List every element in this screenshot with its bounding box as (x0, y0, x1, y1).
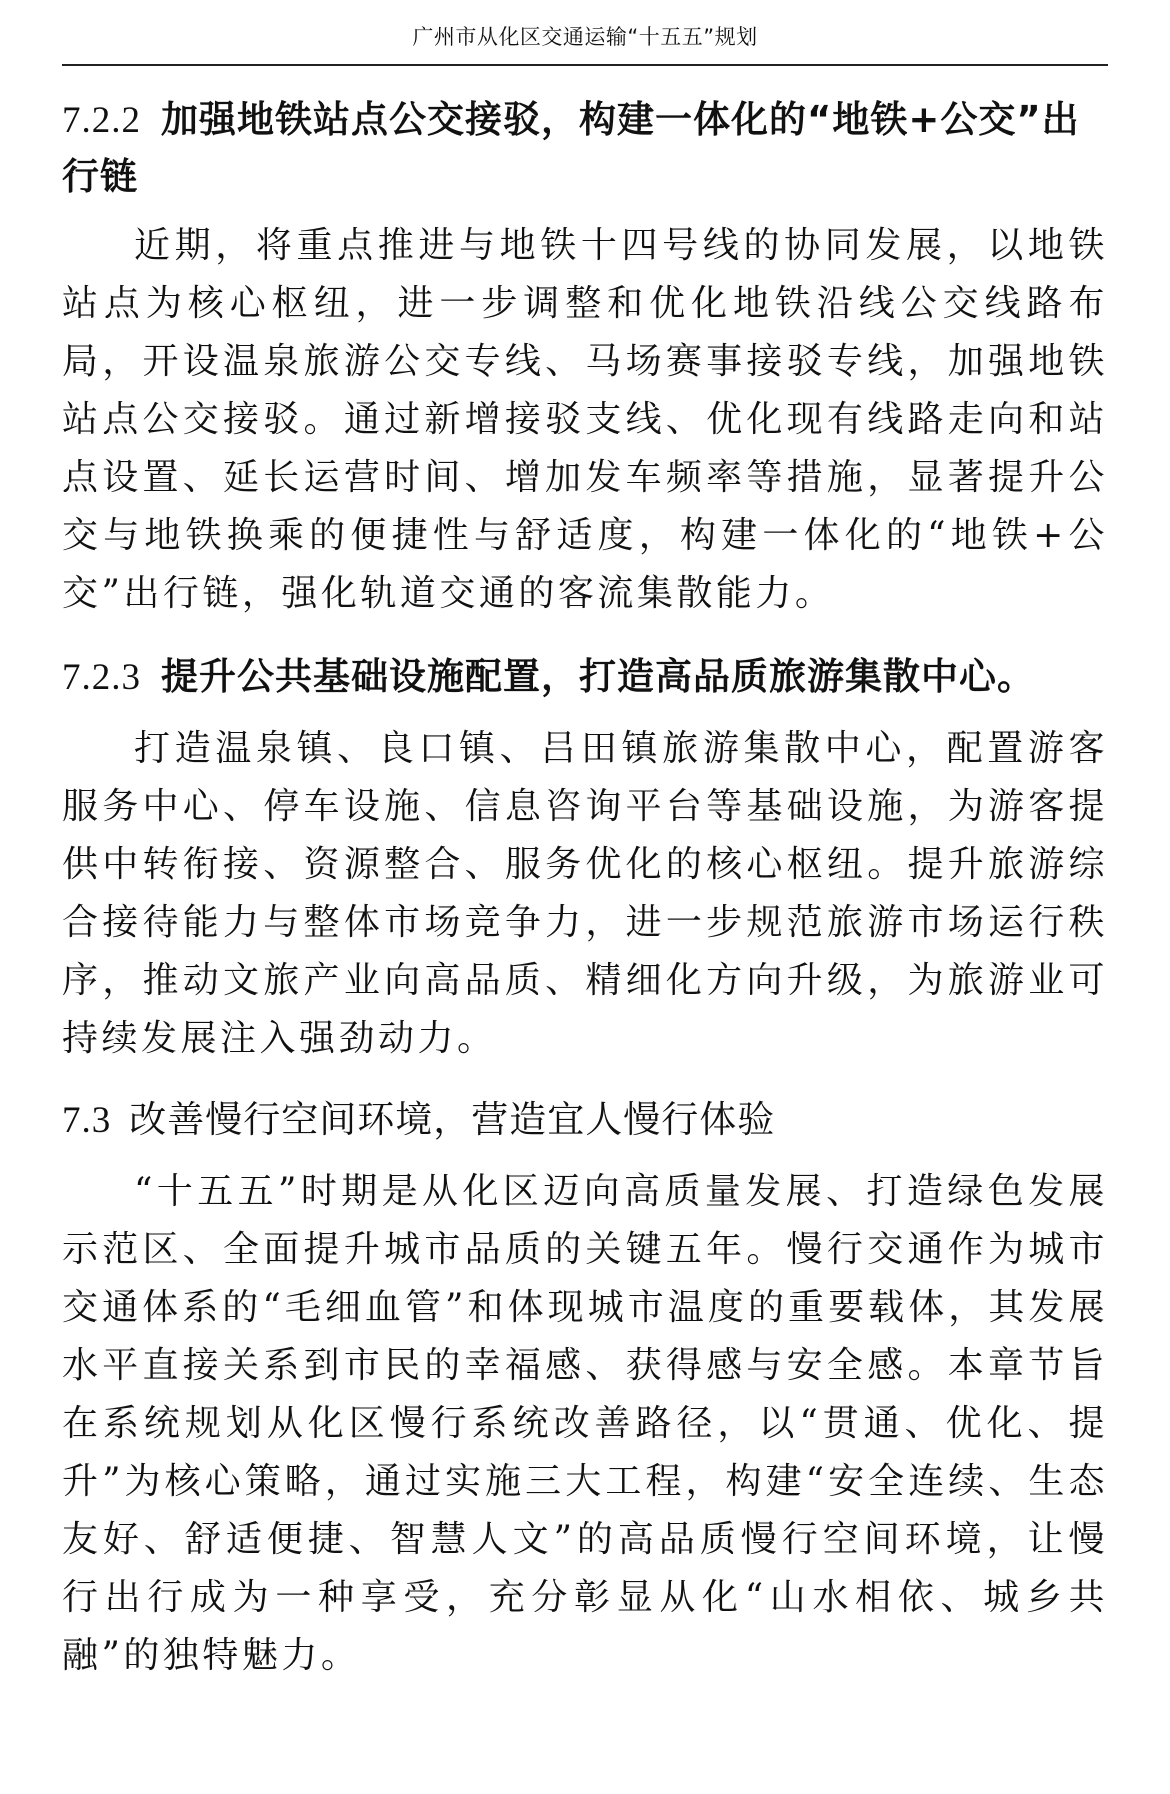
section-paragraph: 打造温泉镇、良口镇、吕田镇旅游集散中心，配置游客服务中心、停车设施、信息咨询平台等基础设施，为游客提供中转衔接、资源整合、服务优化的核心枢纽。提升旅游综合接待能力与整体市场竞争力，进一步规范旅游市场运行秩序，推动文旅产业向高品质、精细化方向升级，为旅游业可持续发展注入强劲动力。 (62, 728, 1108, 1059)
section-title: 加强地铁站点公交接驳，构建一体化的“地铁+公交”出行链 (62, 98, 1080, 198)
section-title: 提升公共基础设施配置，打造高品质旅游集散中心。 (161, 655, 1035, 698)
section-number: 7.2.3 (62, 657, 141, 698)
section-paragraph: “十五五”时期是从化区迈向高质量发展、打造绿色发展示范区、全面提升城市品质的关键五年。慢行交通作为城市交通体系的“毛细血管”和体现城市温度的重要载体，其发展水平直接关系到市民的幸福感、获得感与安全感。本章节旨在系统规划从化区慢行系统改善路径，以“贯通、优化、提升”为核心策略，通过实施三大工程，构建“安全连续、生态友好、舒适便捷、智慧人文”的高品质慢行空间环境，让慢行出行成为一种享受，充分彰显从化“山水相依、城乡共融”的独特魅力。 (62, 1171, 1108, 1676)
section-number: 7.3 (62, 1100, 112, 1141)
section-title: 改善慢行空间环境，营造宜人慢行体验 (129, 1098, 776, 1141)
header-rule (62, 64, 1108, 66)
section-heading-7-2-3 (62, 649, 1108, 706)
section-number: 7.2.2 (62, 100, 141, 141)
running-header: 广州市从化区交通运输“十五五”规划 (412, 25, 758, 49)
section-heading-7-2-2 (62, 92, 1108, 205)
page-content (62, 92, 1108, 1685)
section-heading-7-3 (62, 1092, 1108, 1149)
section-paragraph: 近期，将重点推进与地铁十四号线的协同发展，以地铁站点为核心枢纽，进一步调整和优化地铁沿线公交线路布局，开设温泉旅游公交专线、马场赛事接驳专线，加强地铁站点公交接驳。通过新增接驳支线、优化现有线路走向和站点设置、延长运营时间、增加发车频率等措施，显著提升公交与地铁换乘的便捷性与舒适度，构建一体化的“地铁+公交”出行链，强化轨道交通的客流集散能力。 (62, 225, 1108, 614)
